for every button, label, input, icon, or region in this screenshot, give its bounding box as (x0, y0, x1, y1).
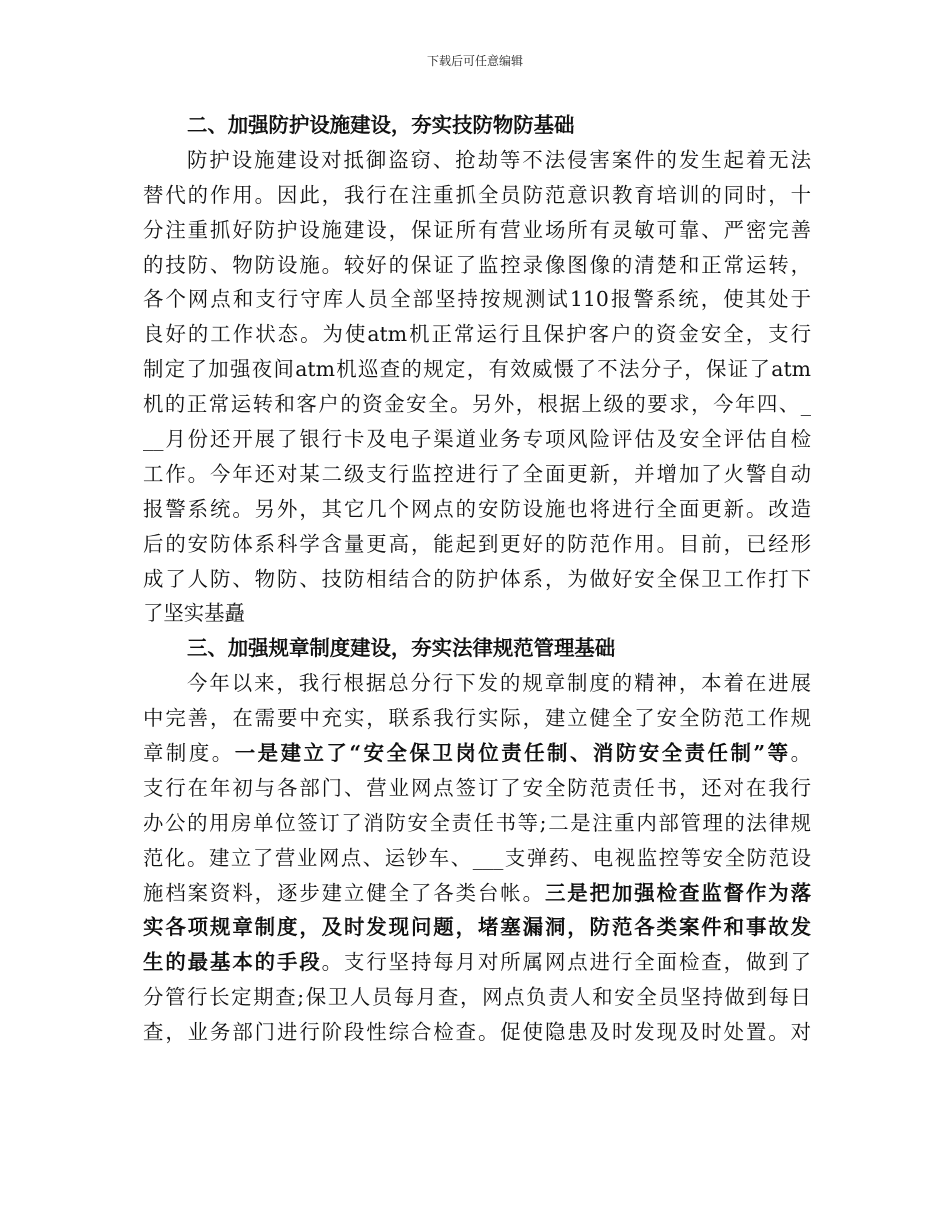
paragraph-line: 替代的作用。因此，我行在注重抓全员防范意识教育培训的同时，十 (143, 182, 811, 207)
bold-text-run: 一是建立了“安全保卫岗位责任制、消防安全责任制”等 (234, 741, 791, 766)
paragraph-line: 良好的工作状态。为使atm机正常运行且保护客户的资金安全，支行 (143, 322, 811, 347)
paragraph-line: 支行在年初与各部门、营业网点签订了安全防范责任书，还对在我行 (143, 775, 811, 800)
bold-text-run: 三是把加强检查监督作为落 (544, 880, 811, 905)
paragraph-line (143, 876, 811, 911)
paragraph-line: 成了人防、物防、技防相结合的防护体系，为做好安全保卫工作打下 (143, 566, 811, 591)
document-body (143, 108, 811, 1050)
paragraph-line: 办公的用房单位签订了消防安全责任书等;二是注重内部管理的法律规 (143, 810, 811, 835)
paragraph-line: 制定了加强夜间atm机巡查的规定，有效威慑了不法分子，保证了atm (143, 357, 811, 382)
text-run: 施档案资料，逐步建立健全了各类台帐。 (143, 880, 545, 905)
paragraph-line: 查，业务部门进行阶段性综合检查。促使隐患及时发现及时处置。对 (143, 1020, 811, 1045)
paragraph-line: 实各项规章制度，及时发现问题，堵塞漏洞，防范各类案件和事故发 (143, 915, 811, 940)
text-run: 章制度。 (143, 741, 235, 766)
text-run: 。 (790, 741, 811, 766)
paragraph-line: 中完善，在需要中充实，联系我行实际，建立健全了安全防范工作规 (143, 706, 811, 731)
paragraph-line (143, 736, 811, 771)
paragraph-line: __月份还开展了银行卡及电子渠道业务专项风险评估及安全评估自检 (143, 427, 811, 452)
page-header: 下载后可任意编辑 (426, 54, 523, 68)
paragraph-line: 后的安防体系科学含量更高，能起到更好的防范作用。目前，已经形 (143, 531, 811, 556)
paragraph-line: 的技防、物防设施。较好的保证了监控录像图像的清楚和正常运转， (143, 252, 811, 277)
section-heading: 三、加强规章制度建设，夯实法律规范管理基础 (187, 636, 616, 661)
paragraph-line: 范化。建立了营业网点、运钞车、___支弹药、电视监控等安全防范设 (143, 845, 811, 870)
paragraph-line: 各个网点和支行守库人员全部坚持按规测试110报警系统，使其处于 (143, 287, 811, 312)
paragraph-line: 了坚实基矗 (143, 601, 245, 626)
text-run: 。支行坚持每月对所属网点进行全面检查，做到了 (321, 950, 811, 975)
bold-text-run: 生的最基本的手段 (143, 950, 322, 975)
paragraph-line: 分管行长定期查;保卫人员每月查，网点负责人和安全员坚持做到每日 (143, 985, 811, 1010)
paragraph-line: 报警系统。另外，其它几个网点的安防设施也将进行全面更新。改造 (143, 496, 811, 521)
paragraph-line: 分注重抓好防护设施建设，保证所有营业场所有灵敏可靠、严密完善 (143, 217, 811, 242)
paragraph-line: 防护设施建设对抵御盗窃、抢劫等不法侵害案件的发生起着无法 (187, 147, 811, 172)
paragraph-line: 机的正常运转和客户的资金安全。另外，根据上级的要求，今年四、_ (143, 392, 811, 417)
paragraph-line: 工作。今年还对某二级支行监控进行了全面更新，并增加了火警自动 (143, 461, 811, 486)
section-heading: 二、加强防护设施建设，夯实技防物防基础 (187, 113, 575, 137)
paragraph-line: 今年以来，我行根据总分行下发的规章制度的精神，本着在进展 (187, 671, 811, 696)
paragraph-line (143, 945, 811, 980)
